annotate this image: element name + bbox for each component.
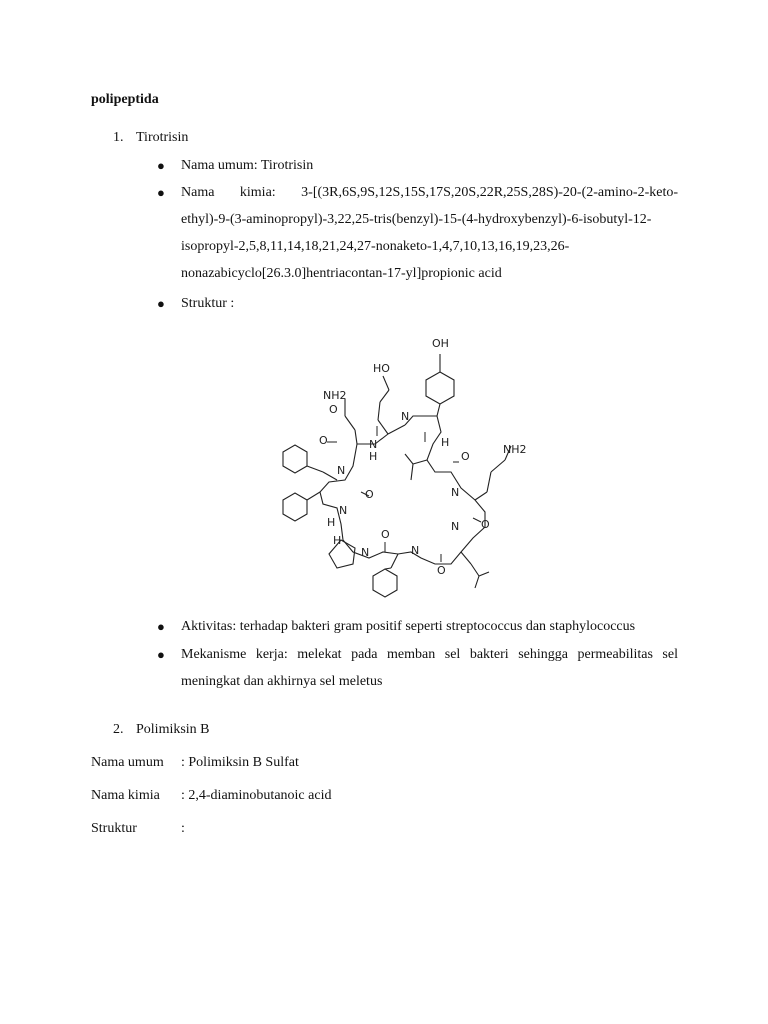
field-value-struktur: : xyxy=(181,821,185,836)
label-h: H xyxy=(333,534,342,547)
label-o: O xyxy=(381,528,390,541)
label-o: O xyxy=(461,450,470,463)
field-label-nama-kimia: Nama kimia xyxy=(91,788,160,803)
bullet-icon: ● xyxy=(157,619,165,634)
section-1-title: Tirotrisin xyxy=(136,130,189,145)
label-ho: HO xyxy=(373,362,390,375)
label-o: O xyxy=(437,564,446,577)
label-h: H xyxy=(441,436,450,449)
bullet-nama-umum: Nama umum: Tirotrisin xyxy=(181,158,314,173)
label-n: N xyxy=(401,410,410,423)
label-nh2-right: NH2 xyxy=(503,443,527,456)
field-label-nama-umum: Nama umum xyxy=(91,755,164,770)
field-label-struktur: Struktur xyxy=(91,821,137,836)
field-value-nama-umum: : Polimiksin B Sulfat xyxy=(181,755,299,770)
bullet-icon: ● xyxy=(157,296,165,311)
label-o: O xyxy=(481,518,490,531)
section-1-number: 1. xyxy=(113,130,124,145)
label-o: O xyxy=(329,403,338,416)
bullet-nama-kimia: Nama kimia: 3-[(3R,6S,9S,12S,15S,17S,20S,22R,25S,28S)-20-(2-amino-2-keto-ethyl)-9-(3-aminopropyl)-3,22,25-tris(benzyl)-15-(4-hydroxybenzyl)-6-isobutyl-12-isopropyl-2,5,8,11,14,18,21,24,27-nonaketo-1,4,7,10,13,16,19,23,26-nonazabicyclo[26.3.0]hentriacontan-17-yl]propionic acid xyxy=(181,185,678,281)
bullet-mekanisme: Mekanisme kerja: melekat pada memban sel bakteri sehingga permeabilitas sel meningkat dan akhirnya sel meletus xyxy=(181,647,678,689)
field-value-nama-kimia: : 2,4-diaminobutanoic acid xyxy=(181,788,332,803)
section-2-number: 2. xyxy=(113,722,124,737)
document-heading: polipeptida xyxy=(91,92,159,107)
label-h: H xyxy=(327,516,336,529)
label-h: H xyxy=(369,450,378,463)
label-n: N xyxy=(411,544,420,557)
section-2-title: Polimiksin B xyxy=(136,722,210,737)
label-n: N xyxy=(451,520,460,533)
label-n: N xyxy=(451,486,460,499)
label-o: O xyxy=(365,488,374,501)
label-n: N xyxy=(337,464,346,477)
label-oh: OH xyxy=(432,337,449,350)
bullet-aktivitas: Aktivitas: terhadap bakteri gram positif seperti streptococcus dan staphylococcus xyxy=(181,619,636,634)
label-n: N xyxy=(339,504,348,517)
bullet-icon: ● xyxy=(157,158,165,173)
bullet-icon: ● xyxy=(157,185,165,200)
bullet-icon: ● xyxy=(157,647,165,662)
tyrothricin-structure-image xyxy=(265,332,545,604)
label-nh2-left: NH2 xyxy=(323,389,347,402)
bullet-struktur: Struktur : xyxy=(181,296,235,311)
label-n: N xyxy=(369,438,378,451)
label-o: O xyxy=(319,434,328,447)
label-n: N xyxy=(361,546,370,559)
